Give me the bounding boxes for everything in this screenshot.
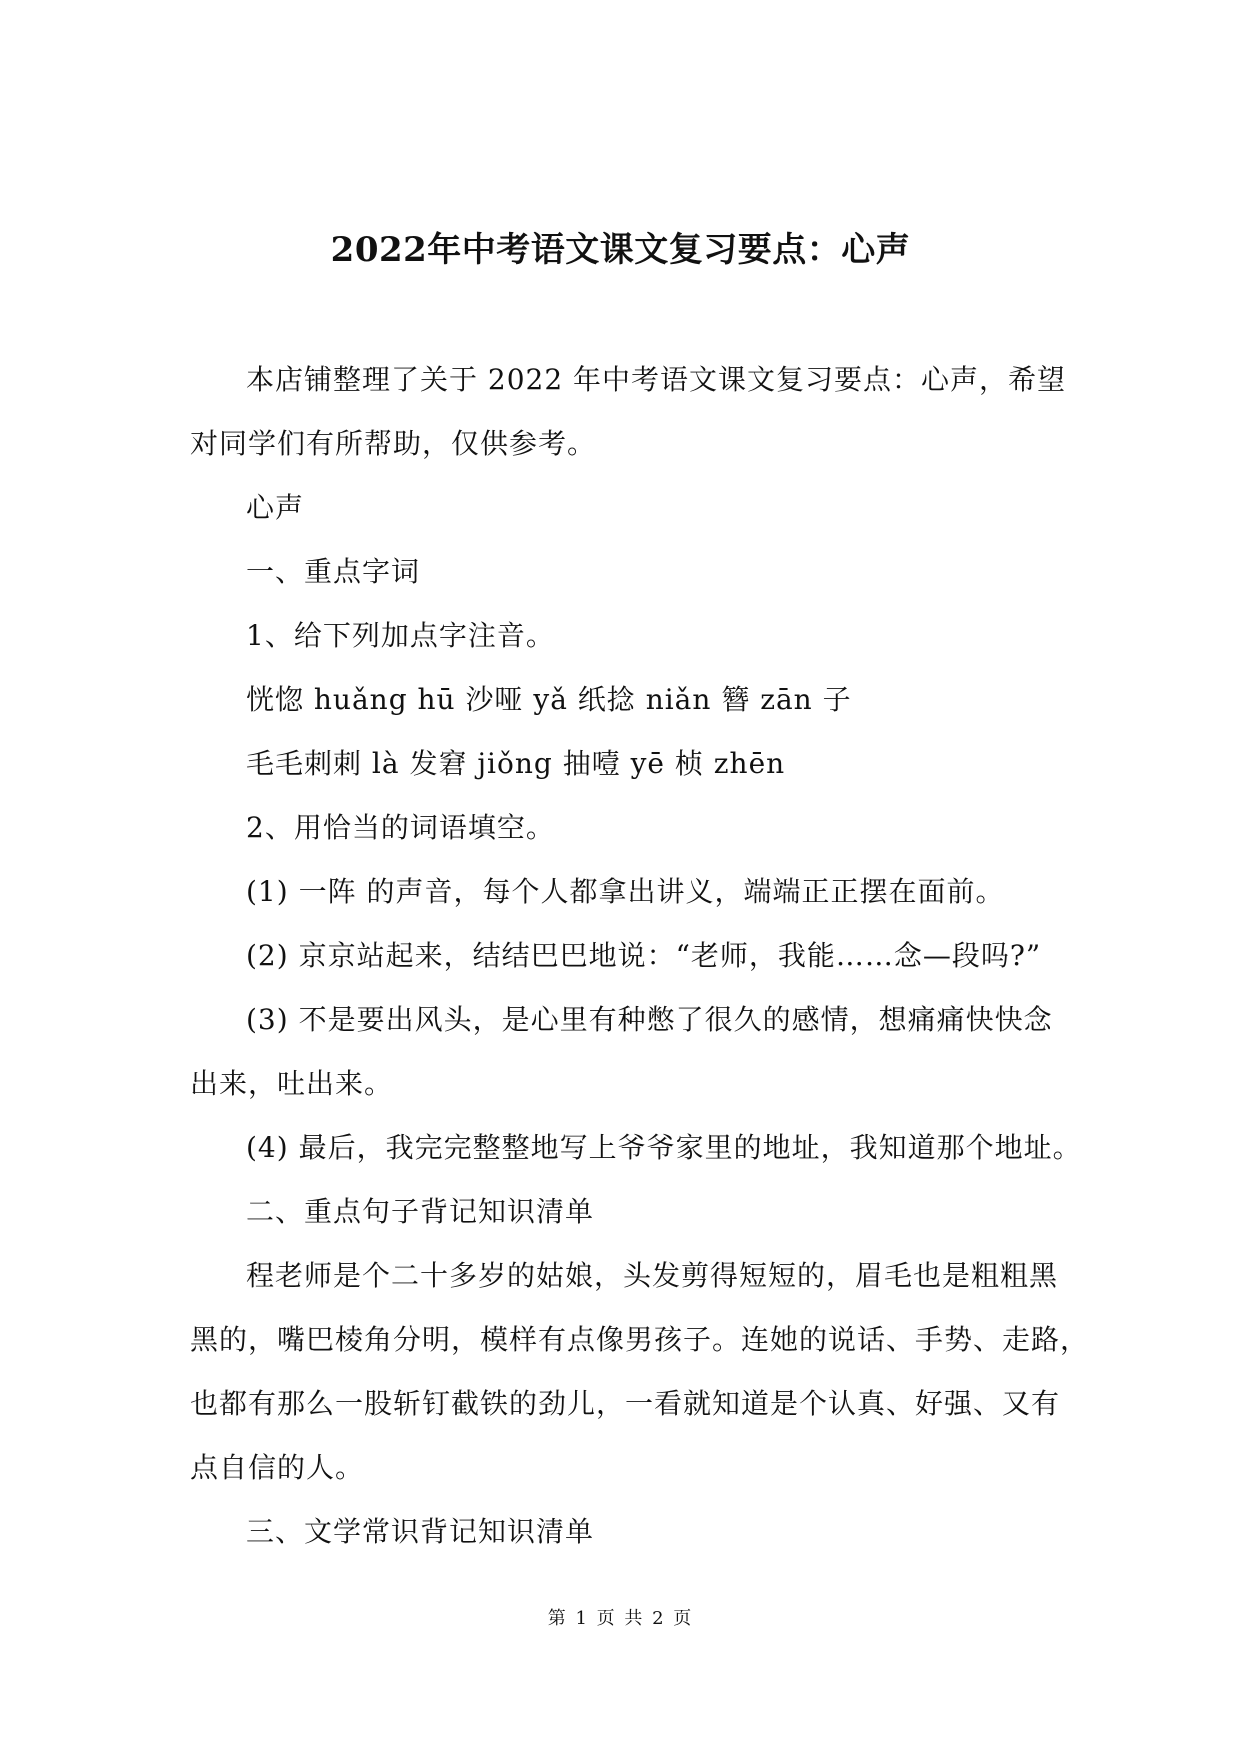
page-number-footer: 第 1 页 共 2 页	[547, 1608, 694, 1629]
section-heading-xinsheng: 心声	[246, 491, 305, 524]
section-heading-2: 二、重点句子背记知识清单	[246, 1195, 595, 1228]
passage-line-1: 程老师是个二十多岁的姑娘，头发剪得短短的，眉毛也是粗粗黑	[246, 1259, 1059, 1292]
fill-blank-3: (3) 不是要出风头，是心里有种憋了很久的感情，想痛痛快快念	[246, 1003, 1053, 1036]
section-heading-1: 一、重点字词	[246, 555, 421, 588]
passage-line-2: 黑的，嘴巴棱角分明，模样有点像男孩子。连她的说话、手势、走路，	[190, 1323, 1090, 1356]
passage-line-3: 也都有那么一股斩钉截铁的劲儿，一看就知道是个认真、好强、又有	[190, 1387, 1061, 1420]
pinyin-line-2: 毛毛刺刺 là 发窘 jiǒng 抽噎 yē 桢 zhēn	[246, 747, 786, 780]
fill-blank-2: (2) 京京站起来，结结巴巴地说：“老师，我能……念—段吗?”	[246, 939, 1042, 972]
fill-blank-1: (1) 一阵 的声音，每个人都拿出讲义，端端正正摆在面前。	[246, 875, 1005, 908]
section-heading-3: 三、文学常识背记知识清单	[246, 1515, 595, 1548]
question-1: 1、给下列加点字注音。	[246, 619, 555, 652]
fill-blank-3-cont: 出来，吐出来。	[190, 1067, 394, 1100]
question-2: 2、用恰当的词语填空。	[246, 811, 555, 844]
intro-line-2: 对同学们有所帮助，仅供参考。	[190, 427, 597, 460]
passage-line-4: 点自信的人。	[190, 1451, 365, 1484]
page-title: 2022年中考语文课文复习要点：心声	[330, 230, 911, 270]
fill-blank-4: (4) 最后，我完完整整地写上爷爷家里的地址，我知道那个地址。	[246, 1131, 1082, 1164]
pinyin-line-1: 恍惚 huǎng hū 沙哑 yǎ 纸捻 niǎn 簪 zān 子	[246, 683, 852, 716]
intro-line-1: 本店铺整理了关于 2022 年中考语文课文复习要点：心声，希望	[246, 363, 1067, 396]
